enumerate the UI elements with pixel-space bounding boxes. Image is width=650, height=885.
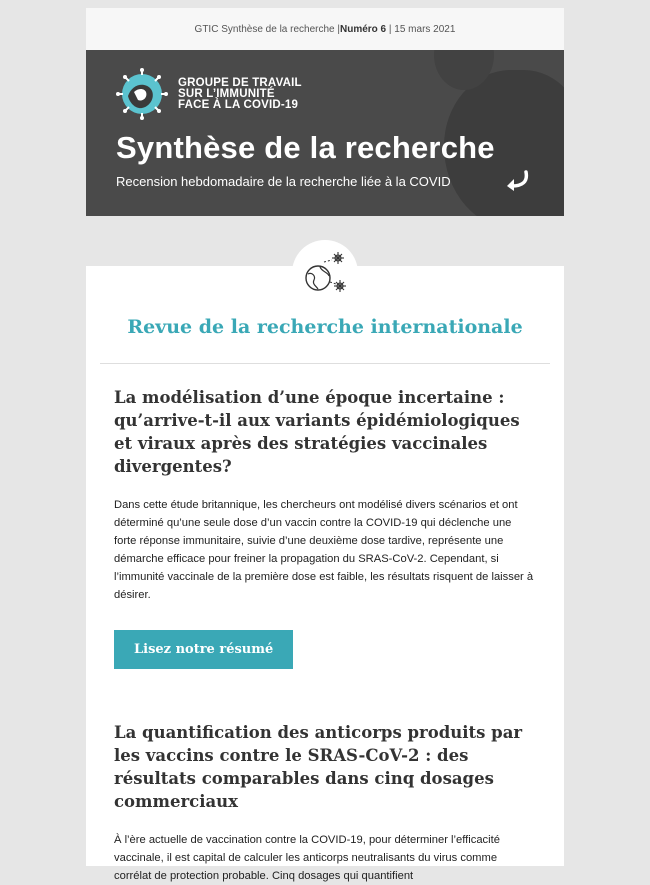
section-divider (100, 363, 550, 364)
return-arrow-icon (504, 170, 530, 192)
logo-text (178, 78, 302, 111)
article-body: Dans cette étude britannique, les chercheurs ont modélisé divers scénarios et ont déterminé qu’une seule dose d’un vaccin contre la COVID-19 qui déclenche une forte réponse immunitaire, suivie d’une deuxième dose tardive, représente une démarche efficace pour freiner la propagation du SRAS-CoV-2. Cependant, si l’immunité vaccinale de la première dose est faible, les résultats risquent de laisser à désirer. (114, 499, 534, 601)
article-2 (114, 721, 536, 885)
article-1 (114, 386, 536, 699)
globe-virus-icon (302, 250, 348, 296)
organization-logo[interactable] (114, 66, 302, 122)
section-badge (292, 240, 358, 306)
issue-number: Numéro 6 (340, 23, 387, 35)
article-title[interactable]: La modélisation d’une époque incertaine : qu’arrive-t-il aux variants épidémiologiques et viraux après des stratégies vaccinales divergentes? (114, 388, 520, 476)
newsletter (86, 8, 564, 882)
hero-title: Synthèse de la recherche (116, 130, 495, 165)
article-body: À l’ère actuelle de vaccination contre la COVID-19, pour déterminer l’efficacité vaccinale, il est capital de calculer les anticorps neutralisants du virus comme corrélat de protection probable. Cinq dosages qui quantifient (114, 834, 500, 882)
hero-subtitle: Recension hebdomadaire de la recherche liée à la COVID (116, 174, 451, 189)
logo-line-3: FACE À LA COVID-19 (178, 98, 299, 111)
section-title: Revue de la recherche internationale (127, 316, 523, 338)
logo-line-2: SUR L’IMMUNITÉ (178, 87, 275, 100)
article-title[interactable]: La quantification des anticorps produits par les vaccins contre le SRAS-CoV-2 : des résultats comparables dans cinq dosages commerciaux (114, 723, 523, 811)
header-bar (86, 8, 564, 50)
logo-line-1: GROUPE DE TRAVAIL (178, 76, 302, 89)
main-content (86, 266, 564, 882)
read-summary-button[interactable]: Lisez notre résumé (114, 630, 293, 669)
hero-banner (86, 50, 564, 216)
topbar-prefix: GTIC Synthèse de la recherche | (194, 23, 340, 35)
issue-date: | 15 mars 2021 (388, 23, 456, 35)
virus-logo-icon (114, 66, 170, 122)
